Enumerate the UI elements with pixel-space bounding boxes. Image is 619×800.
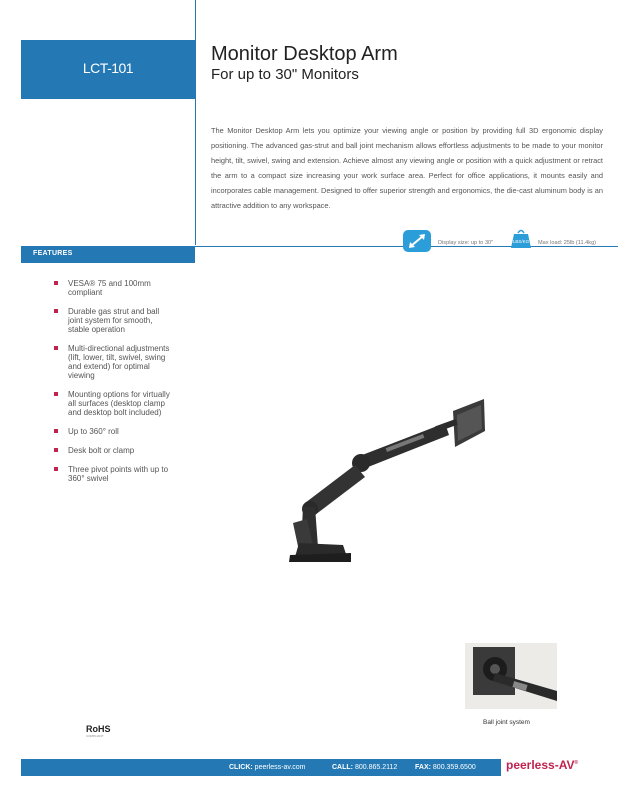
footer-website[interactable]: CLICK: peerless-av.com xyxy=(229,764,306,771)
model-number: LCT-101 xyxy=(82,60,134,76)
bullet-icon xyxy=(54,467,58,471)
bullet-icon xyxy=(54,309,58,313)
max-load-label: Max load: 25lb (11.4kg) xyxy=(538,240,597,246)
footer-fax: FAX: 800.359.6500 xyxy=(415,764,476,771)
feature-item: Durable gas strut and ball joint system for smooth, stable operation xyxy=(54,307,172,334)
bullet-icon xyxy=(54,429,58,433)
bullet-icon xyxy=(54,346,58,350)
bullet-icon xyxy=(54,448,58,452)
feature-item: Desk bolt or clamp xyxy=(54,446,172,455)
weight-icon xyxy=(509,226,533,250)
display-size-label: Display size: up to 30" xyxy=(438,240,494,246)
feature-item: Multi-directional adjustments (lift, lower, tilt, swivel, swing and extend) for optimal viewing xyxy=(54,344,172,380)
rohs-logo: RoHS COMPLIANT xyxy=(86,724,111,738)
features-heading: FEATURES xyxy=(33,250,73,257)
bullet-icon xyxy=(54,281,58,285)
feature-item: Three pivot points with up to 360° swivel xyxy=(54,465,172,483)
page-subtitle: For up to 30" Monitors xyxy=(211,66,359,83)
feature-item: Up to 360° roll xyxy=(54,427,172,436)
features-header xyxy=(21,246,195,263)
ball-joint-photo xyxy=(465,643,557,709)
footer-phone[interactable]: CALL: 800.865.2112 xyxy=(332,764,398,771)
model-badge xyxy=(21,40,195,99)
product-image xyxy=(285,395,495,570)
feature-item: VESA® 75 and 100mm compliant xyxy=(54,279,172,297)
features-list xyxy=(54,279,172,493)
feature-item: Mounting options for virtually all surfaces (desktop clamp and desktop bolt included) xyxy=(54,390,172,417)
weight-icon-text: LBS/KG xyxy=(512,239,530,244)
divider-vertical xyxy=(195,0,196,245)
page-title: Monitor Desktop Arm xyxy=(211,43,398,65)
product-description: The Monitor Desktop Arm lets you optimize your viewing angle or position by providing full 3D ergonomic display positioning. The advanced gas-strut and ball joint mechanism allows effortless adjustments to be made to your monitor height, tilt, swivel, swing and extension. Achieve almost any viewing angle or position with a quick adjustment or retract the arm to a compact size increasing your work surface area. Perfect for office applications, it mounts easily and incorporates cable management. Designed to offer superior strength and ergonomics, the die-cast aluminum body is an attractive addition to any workspace. xyxy=(211,126,603,210)
peerless-logo: peerless-AV® xyxy=(506,758,579,772)
footer-bar xyxy=(21,759,501,776)
inset-caption: Ball joint system xyxy=(483,719,530,726)
display-size-icon xyxy=(403,230,431,252)
bullet-icon xyxy=(54,392,58,396)
